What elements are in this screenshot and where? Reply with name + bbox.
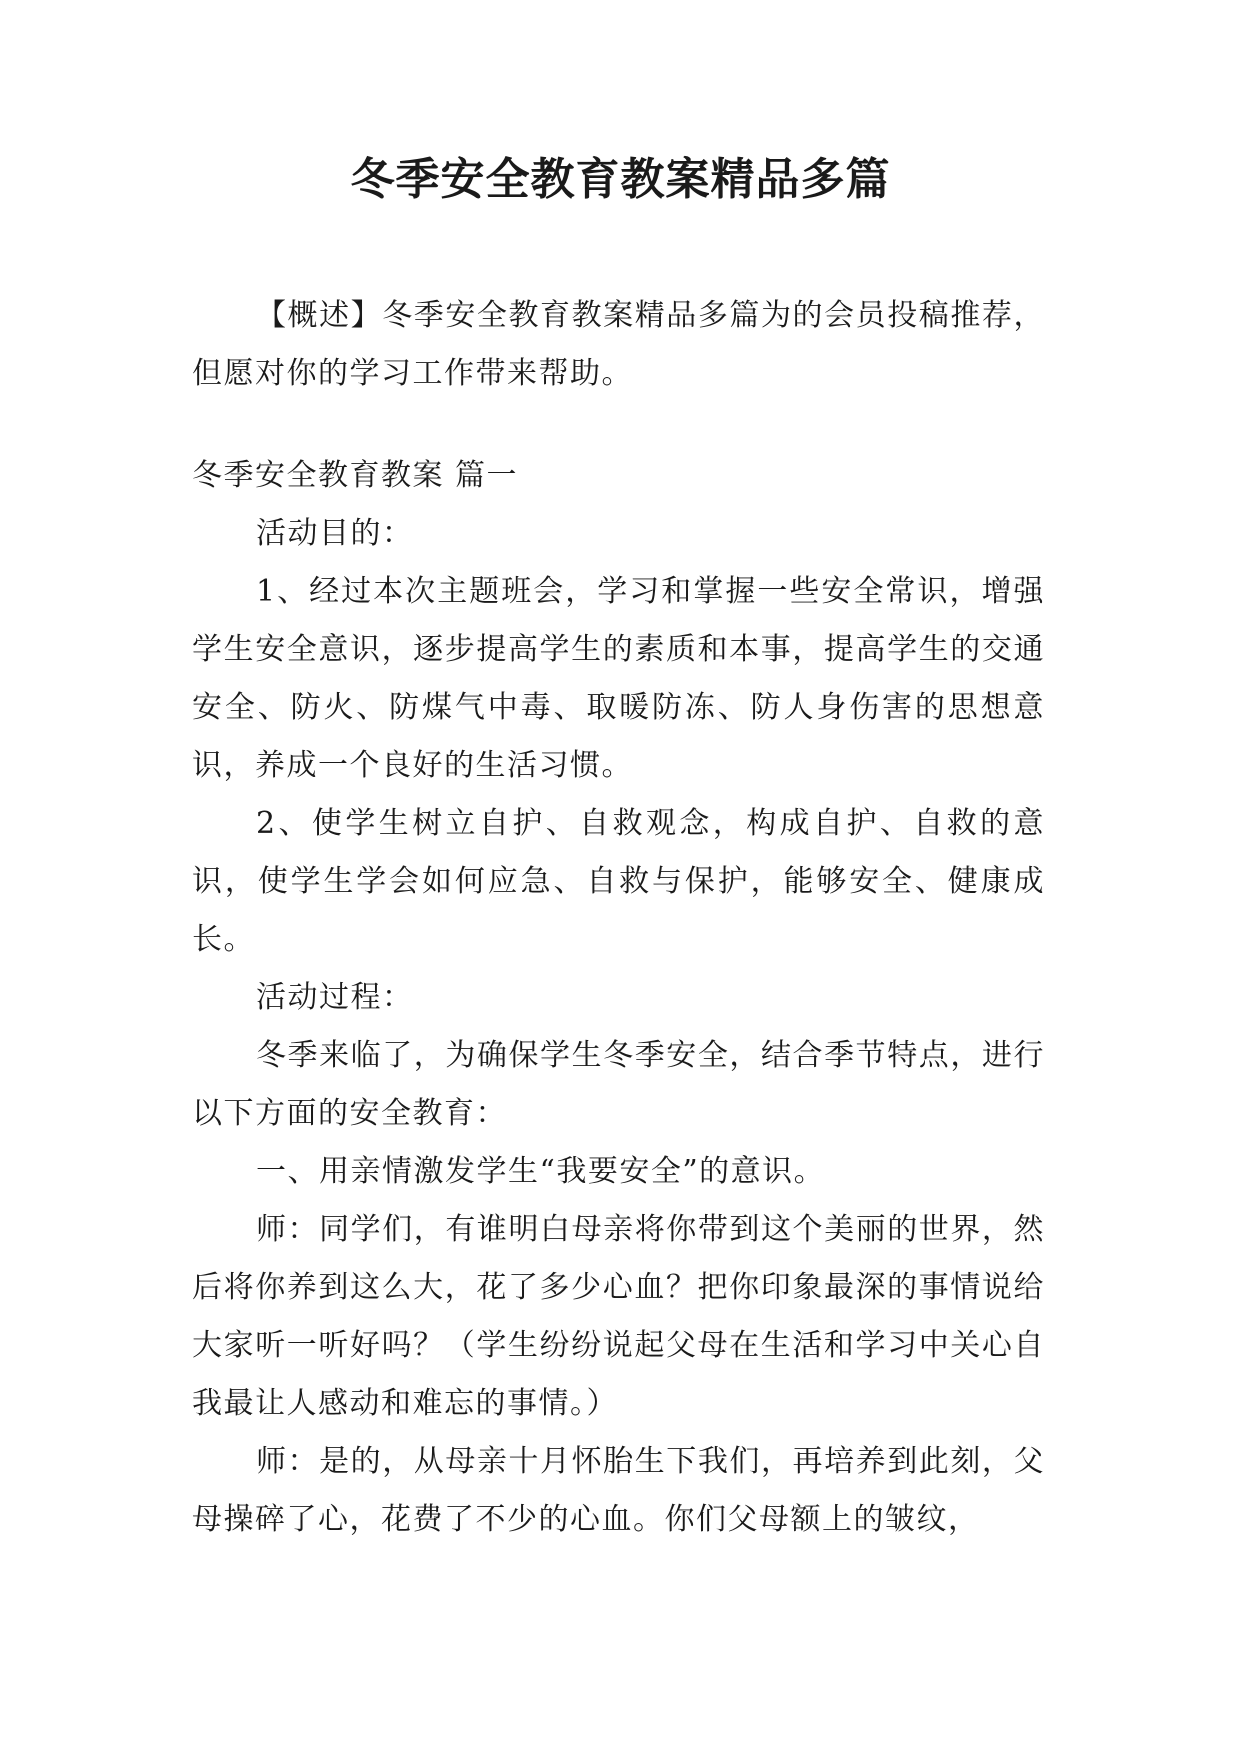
section-heading: 冬季安全教育教案 篇一 <box>192 458 519 493</box>
document-body <box>192 287 1045 1549</box>
paragraph: 一、用亲情激发学生“我要安全”的意识。 <box>256 1154 826 1189</box>
paragraph: 2、使学生树立自护、自救观念，构成自护、自救的意识，使学生学会如何应急、自救与保护，能够安全、健康成长。 <box>192 806 1045 957</box>
document-title: 冬季安全教育教案精品多篇 <box>350 154 891 205</box>
paragraph: 活动目的： <box>256 516 414 551</box>
paragraph: 冬季来临了，为确保学生冬季安全，结合季节特点，进行以下方面的安全教育： <box>192 1038 1045 1131</box>
paragraph: 师：同学们，有谁明白母亲将你带到这个美丽的世界，然后将你养到这么大，花了多少心血？把你印象最深的事情说给大家听一听好吗？（学生纷纷说起父母在生活和学习中关心自我最让人感动和难忘的事情。） <box>192 1212 1045 1421</box>
paragraph: 活动过程： <box>256 980 414 1015</box>
paragraph: 师：是的，从母亲十月怀胎生下我们，再培养到此刻，父母操碎了心，花费了不少的心血。你们父母额上的皱纹， <box>192 1444 1045 1537</box>
paragraph: 1、经过本次主题班会，学习和掌握一些安全常识，增强学生安全意识，逐步提高学生的素质和本事，提高学生的交通安全、防火、防煤气中毒、取暖防冻、防人身伤害的思想意识，养成一个良好的生活习惯。 <box>192 574 1045 783</box>
summary-paragraph: 【概述】冬季安全教育教案精品多篇为的会员投稿推荐，但愿对你的学习工作带来帮助。 <box>192 298 1045 391</box>
